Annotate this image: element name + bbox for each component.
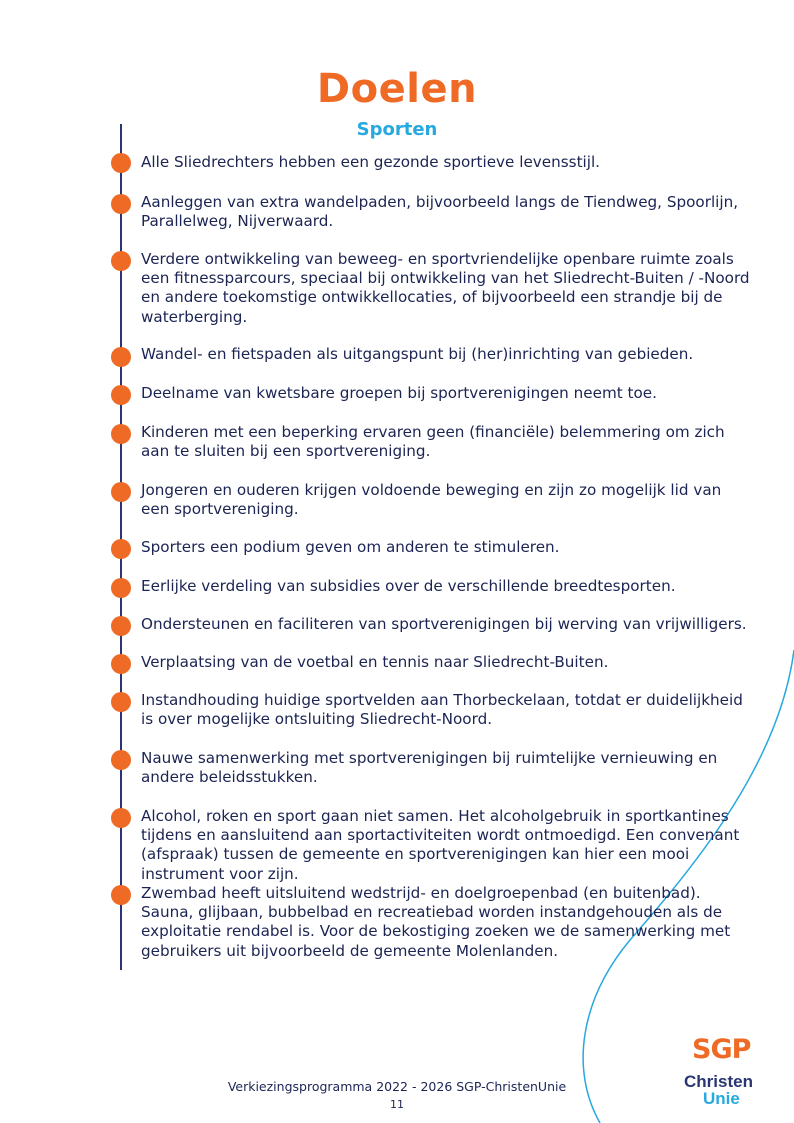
bullet-dot	[111, 616, 131, 636]
bullet-dot	[111, 424, 131, 444]
bullet-dot	[111, 347, 131, 367]
list-item: Aanleggen van extra wandelpaden, bijvoorbeeld langs de Tiendweg, Spoorlijn, Parallelweg, Nijverwaard.	[141, 193, 739, 231]
page-subtitle: Sporten	[356, 119, 438, 140]
bullet-dot	[111, 539, 131, 559]
bullet-dot	[111, 578, 131, 598]
bullet-dot	[111, 692, 131, 712]
list-item: Eerlijke verdeling van subsidies over de verschillende breedtesporten.	[141, 577, 676, 595]
list-item: Deelname van kwetsbare groepen bij sportverenigingen neemt toe.	[141, 384, 657, 402]
list-item: Sporters een podium geven om anderen te stimuleren.	[141, 538, 560, 556]
page-number: 11	[390, 1098, 404, 1111]
bullet-dot	[111, 885, 131, 905]
list-item: Alle Sliedrechters hebben een gezonde sportieve levensstijl.	[141, 153, 601, 171]
bullet-dot	[111, 808, 131, 828]
list-item: Alcohol, roken en sport gaan niet samen. Het alcoholgebruik in sportkantines tijdens en aansluitend aan sportactiviteiten wordt ontmoedigd. Een convenant (afspraak) tussen de gemeente en sportverenigingen kan hier een mooi instrument voor zijn.	[141, 807, 740, 883]
list-item: Verdere ontwikkeling van beweeg- en sportvriendelijke openbare ruimte zoals een fitnessparcours, speciaal bij ontwikkeling van het Sliedrecht-Buiten / -Noord en andere toekomstige ontwikkellocaties, of bijvoorbeeld een strandje bij de waterberging.	[141, 250, 750, 326]
bullet-dot	[111, 750, 131, 770]
list-item: Verplaatsing van de voetbal en tennis naar Sliedrecht-Buiten.	[141, 653, 609, 671]
list-item: Ondersteunen en faciliteren van sportverenigingen bij werving van vrijwilligers.	[141, 615, 747, 633]
list-item: Zwembad heeft uitsluitend wedstrijd- en doelgroepenbad (en buitenbad). Sauna, glijbaan, bubbelbad en recreatiebad worden instandgehouden als de exploitatie rendabel is. Voor de bekostiging zoeken we de samenwerking met gebruikers uit bijvoorbeeld de gemeente Molenlanden.	[141, 884, 731, 960]
list-item: Jongeren en ouderen krijgen voldoende beweging en zijn zo mogelijk lid van een sportvereniging.	[141, 481, 722, 519]
bullet-dot	[111, 385, 131, 405]
logo-christen-text: Christen	[684, 1072, 753, 1091]
logo-sgp-text: SGP	[692, 1034, 751, 1065]
bullet-dot	[111, 153, 131, 173]
bullet-dot	[111, 194, 131, 214]
page-title: Doelen	[316, 66, 478, 112]
list-item: Wandel- en fietspaden als uitgangspunt bij (her)inrichting van gebieden.	[141, 345, 694, 363]
list-item: Kinderen met een beperking ervaren geen (financiële) belemmering om zich aan te sluiten bij een sportvereniging.	[141, 423, 725, 461]
bullet-dot	[111, 482, 131, 502]
footer-text: Verkiezingsprogramma 2022 - 2026 SGP-ChristenUnie	[227, 1079, 567, 1094]
bullet-dot	[111, 654, 131, 674]
list-item: Instandhouding huidige sportvelden aan Thorbeckelaan, totdat er duidelijkheid is over mogelijke ontsluiting Sliedrecht-Noord.	[141, 691, 743, 729]
bullet-dot	[111, 251, 131, 271]
logo-unie-text: Unie	[703, 1089, 740, 1108]
list-item: Nauwe samenwerking met sportverenigingen bij ruimtelijke vernieuwing en andere beleidsstukken.	[141, 749, 718, 787]
